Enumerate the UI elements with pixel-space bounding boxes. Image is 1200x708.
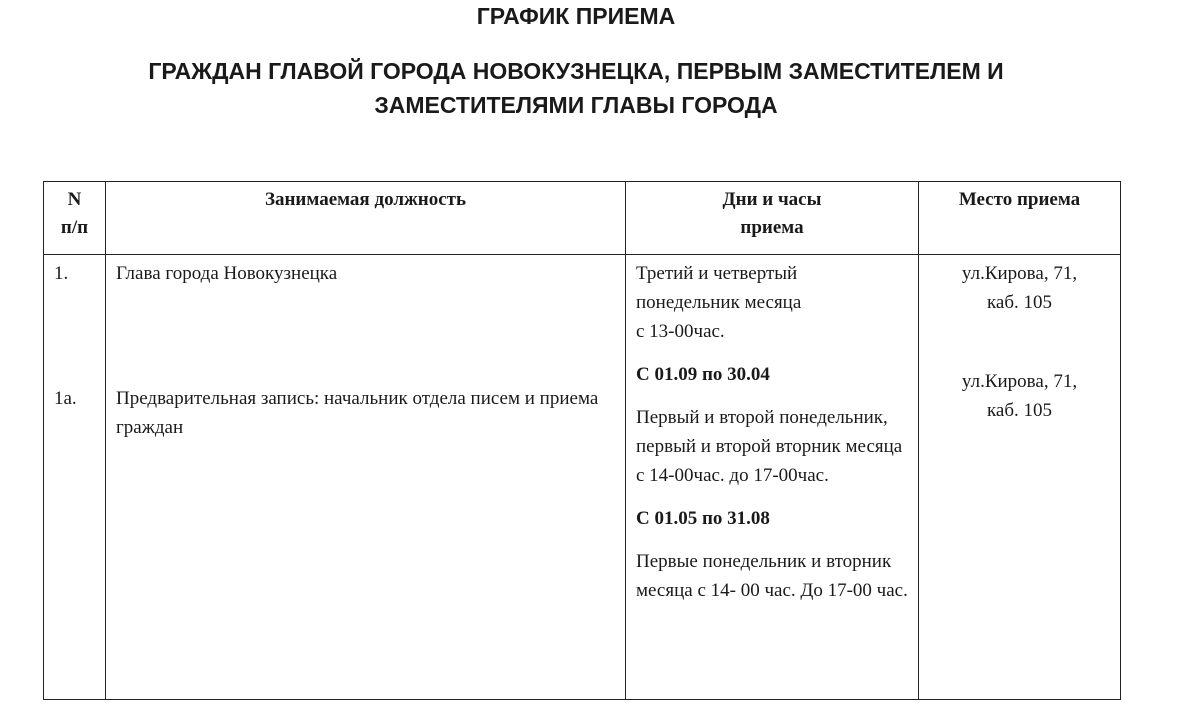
header-position: Занимаемая должность	[106, 182, 626, 255]
document-subtitle	[0, 54, 1152, 122]
cell-number	[44, 255, 106, 700]
header-number	[44, 182, 106, 255]
place-address-2: ул.Кирова, 71,	[961, 371, 1078, 392]
position-preliminary-record: Предварительная запись: начальник отдела писем и приема граждан	[116, 388, 599, 438]
cell-position	[106, 255, 626, 700]
header-days-line2: приема	[740, 217, 804, 238]
days-line: с 13-00час.	[636, 321, 725, 342]
header-days-hours	[626, 182, 919, 255]
period-heading-summer: С 01.05 по 31.08	[636, 508, 770, 529]
subtitle-line-2: ЗАМЕСТИТЕЛЯМИ ГЛАВЫ ГОРОДА	[374, 92, 778, 118]
header-days-line1: Дни и часы	[722, 189, 822, 210]
table-header-row	[44, 182, 1121, 255]
days-line: понедельник месяца	[636, 292, 802, 313]
place-room-1: каб. 105	[986, 292, 1053, 313]
row-number-1: 1.	[54, 263, 69, 284]
header-place: Место приема	[919, 182, 1121, 255]
cell-days-hours	[626, 255, 919, 700]
reception-schedule-table	[43, 181, 1121, 700]
period-heading-winter: С 01.09 по 30.04	[636, 364, 770, 385]
header-number-line2: п/п	[60, 217, 89, 238]
period-text-winter: Первый и второй понедельник, первый и второй вторник месяца с 14-00час. до 17-00час.	[636, 407, 903, 486]
subtitle-line-1: ГРАЖДАН ГЛАВОЙ ГОРОДА НОВОКУЗНЕЦКА, ПЕРВЫМ ЗАМЕСТИТЕЛЕМ И	[148, 58, 1004, 84]
document-title: ГРАФИК ПРИЕМА	[476, 3, 676, 29]
days-line: Третий и четвертый	[636, 263, 798, 284]
header-number-line1: N	[67, 189, 82, 210]
place-room-2: каб. 105	[986, 400, 1053, 421]
cell-place	[919, 255, 1121, 700]
period-text-summer: Первые понедельник и вторник месяца с 14- 00 час. До 17-00 час.	[636, 551, 908, 601]
position-head-of-city: Глава города Новокузнецка	[116, 263, 338, 284]
table-row	[44, 255, 1121, 700]
row-number-1a: 1а.	[54, 388, 77, 409]
place-address-1: ул.Кирова, 71,	[961, 263, 1078, 284]
